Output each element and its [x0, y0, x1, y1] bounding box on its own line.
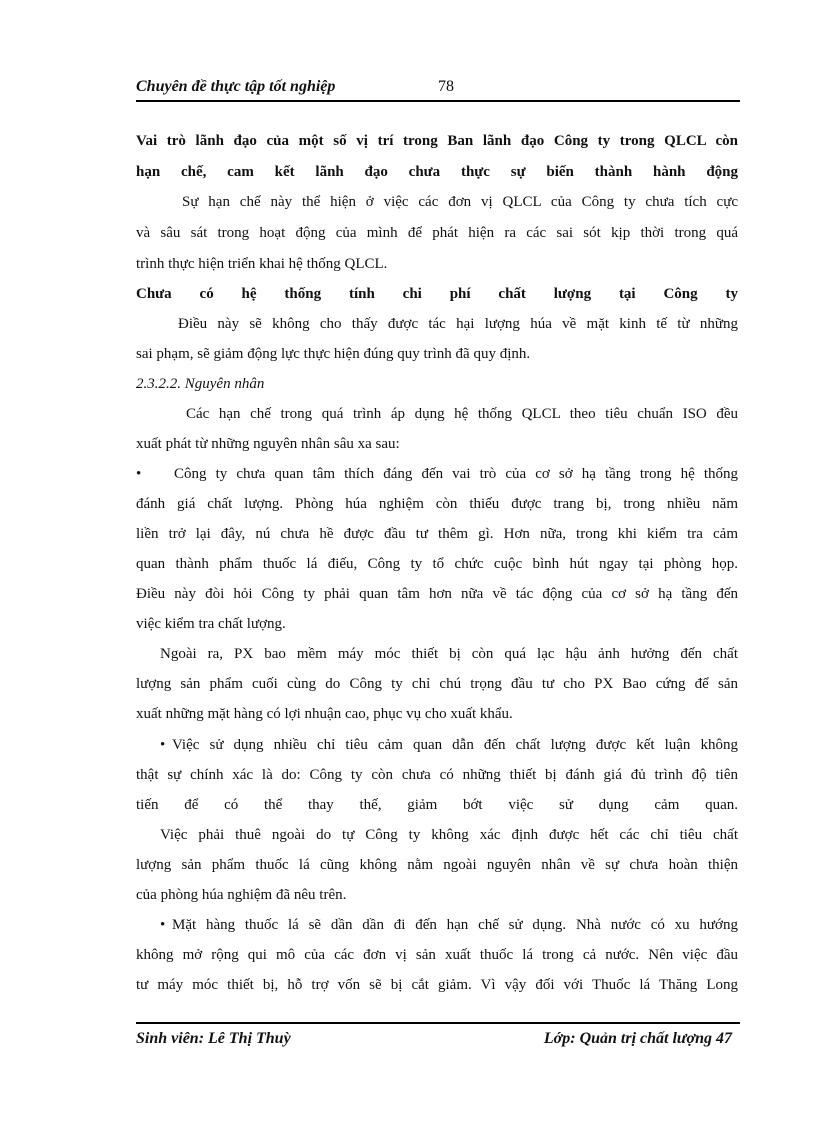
section-heading: 2.3.2.2. Nguyên nhân: [136, 376, 265, 392]
body-line: và sâu sát trong hoạt động của mình để phát hiện ra các sai sót kịp thời trong quá: [136, 225, 738, 241]
body-line: Các hạn chế trong quá trình áp dụng hệ thống QLCL theo tiêu chuẩn ISO đều: [186, 406, 738, 422]
body-line: tiến để có thể thay thế, giảm bớt việc sử dụng cảm quan.: [136, 797, 738, 813]
body-line: Điều này sẽ không cho thấy được tác hại lượng húa về mặt kinh tế từ những: [178, 316, 738, 332]
bullet-marker: •: [160, 917, 166, 933]
body-line: của phòng húa nghiệm đã nêu trên.: [136, 887, 347, 903]
body-line: Mặt hàng thuốc lá sẽ dần dần đi đến hạn chế sử dụng. Nhà nước có xu hướng: [172, 917, 738, 933]
body-line: lượng sản phẩm thuốc lá cũng không nằm ngoài nguyên nhân về sự chưa hoàn thiện: [136, 857, 738, 873]
student-name: Sinh viên: Lê Thị Thuỳ: [136, 1030, 291, 1047]
body-line: Ngoài ra, PX bao mềm máy móc thiết bị còn quá lạc hậu ảnh hưởng đến chất: [160, 646, 738, 662]
bullet-marker: •: [160, 737, 166, 753]
body-line: sai phạm, sẽ giảm động lực thực hiện đúng quy trình đã quy định.: [136, 346, 531, 362]
body-line: tư máy móc thiết bị, hỗ trợ vốn sẽ bị cắt giảm. Vì vậy đối với Thuốc lá Thăng Long: [136, 977, 738, 993]
body-line: Việc phải thuê ngoài do tự Công ty không xác định được hết các chỉ tiêu chất: [160, 827, 738, 843]
body-line: xuất phát từ những nguyên nhân sâu xa sau:: [136, 436, 400, 452]
body-line: Điều này đòi hỏi Công ty phải quan tâm hơn nữa về tác động của cơ sở hạ tầng đến: [136, 586, 738, 602]
body-line: Việc sử dụng nhiều chỉ tiêu cảm quan dẫn đến chất lượng được kết luận không: [172, 737, 738, 753]
body-line: Vai trò lãnh đạo của một số vị trí trong Ban lãnh đạo Công ty trong QLCL còn: [136, 133, 738, 149]
page-number: 78: [438, 78, 454, 95]
body-line: không mở rộng qui mô của các đơn vị sản xuất thuốc lá trong cả nước. Nên việc đầu: [136, 947, 738, 963]
body-line: hạn chế, cam kết lãnh đạo chưa thực sự biến thành hành động: [136, 164, 738, 180]
body-line: Sự hạn chế này thể hiện ở việc các đơn vị QLCL của Công ty chưa tích cực: [182, 194, 738, 210]
body-line: trình thực hiện triển khai hệ thống QLCL.: [136, 256, 388, 272]
body-line: xuất những mặt hàng có lợi nhuận cao, phục vụ cho xuất khẩu.: [136, 706, 513, 722]
body-line: quan thành phẩm thuốc lá điếu, Công ty tổ chức cuộc bình hút ngay tại phòng họp.: [136, 556, 738, 572]
body-line: đánh giá chất lượng. Phòng húa nghiệm còn thiếu được trang bị, trong nhiều năm: [136, 496, 738, 512]
body-line: liền trở lại đây, nú chưa hề được đầu tư thêm gì. Hơn nữa, trong khi kiểm tra cảm: [136, 526, 738, 542]
document-title: Chuyên đề thực tập tốt nghiệp: [136, 78, 336, 95]
body-line: Công ty chưa quan tâm thích đáng đến vai trò của cơ sở hạ tầng trong hệ thống: [174, 466, 738, 482]
page-header: [136, 76, 740, 102]
bullet-marker: •: [136, 466, 142, 482]
body-line: Chưa có hệ thống tính chi phí chất lượng tại Công ty: [136, 286, 738, 302]
body-line: thật sự chính xác là do: Công ty còn chưa có những thiết bị đánh giá đủ trình độ tiên: [136, 767, 738, 783]
body-line: việc kiểm tra chất lượng.: [136, 616, 286, 632]
body-line: lượng sản phẩm cuối cùng do Công ty chỉ chú trọng đầu tư cho PX Bao cứng để sản: [136, 676, 738, 692]
page-footer: [136, 1022, 740, 1054]
class-name: Lớp: Quản trị chất lượng 47: [543, 1030, 732, 1047]
